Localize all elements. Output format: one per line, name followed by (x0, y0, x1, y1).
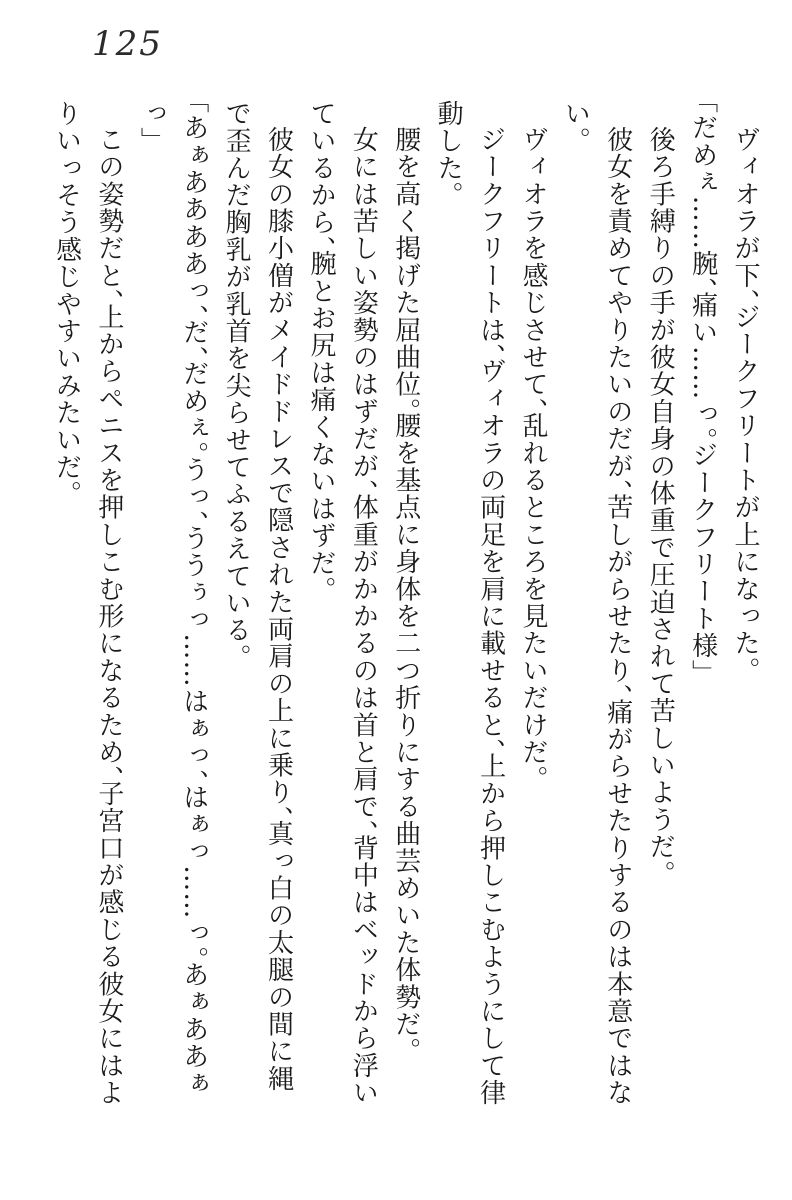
paragraph: ヴィオラが下、ジークフリートが上になった。 (730, 126, 760, 672)
paragraph: ジークフリートは、ヴィオラの両足を肩に載せると、上から押しこむようにして律動した。 (433, 100, 506, 1107)
paragraph: 女には苦しい姿勢のはずだが、体重がかかるのは首と肩で、背中はベッドから浮いているから、腕とお尻は痛くないはずだ。 (305, 100, 379, 1107)
paragraph: 彼女の膝小僧がメイドドレスで隠された両肩の上に乗り、真っ白の太腿の間に縄で歪んだ胸乳が乳首を尖らせてふるえている。 (221, 100, 294, 1093)
paragraph: 彼女を責めてやりたいのだが、苦しがらせたり、痛がらせたりするのは本意ではない。 (560, 100, 633, 1107)
paragraph: 腰を高く掲げた屈曲位。腰を基点に身体を二つ折りにする曲芸めいた体勢だ。 (390, 126, 421, 1052)
novel-text-block (45, 100, 766, 1119)
paragraph: 後ろ手縛りの手が彼女自身の体重で圧迫されて苦しいようだ。 (645, 126, 676, 875)
paragraph-dialogue: 「だめぇ……腕、痛い……っ。ジークフリート様」 (687, 100, 718, 674)
paragraph: ヴィオラを感じさせて、乱れるところを見たいだけだ。 (517, 126, 548, 780)
page-number: 125 (92, 24, 163, 64)
paragraph-dialogue: 「あぁああああっ、だ、だめぇ。うっ、ううぅっ……はぁっ、はぁっ……っ。あぁああぁっ」 (136, 100, 209, 1097)
paragraph: この姿勢だと、上からペニスを押しこむ形になるため、子宮口が感じる彼女にはよりいっそう感じやすいみたいだ。 (51, 100, 124, 1107)
